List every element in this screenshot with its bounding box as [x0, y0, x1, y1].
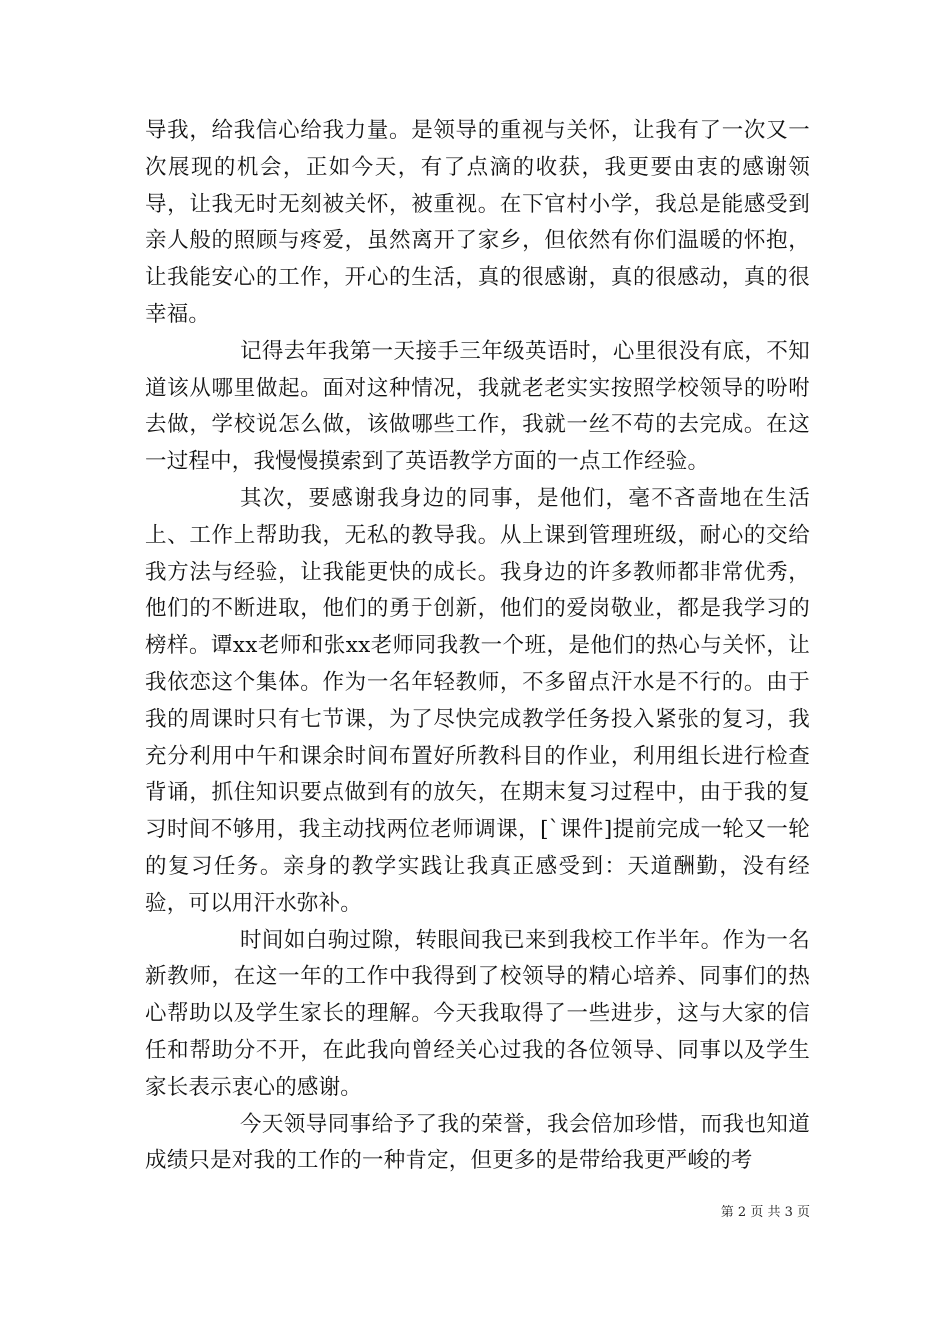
page-number-footer: 第 2 页 共 3 页 [720, 1205, 810, 1220]
paragraph-5: 今天领导同事给予了我的荣誉，我会倍加珍惜，而我也知道成绩只是对我的工作的一种肯定，但更多的是带给我更严峻的考 [145, 1111, 810, 1174]
paragraph-1: 导我，给我信心给我力量。是领导的重视与关怀，让我有了一次又一次展现的机会，正如今天，有了点滴的收获，我更要由衷的感谢领导，让我无时无刻被关怀，被重视。在下官村小学，我总是能感受到亲人般的照顾与疼爱，虽然离开了家乡，但依然有你们温暖的怀抱，让我能安心的工作，开心的生活，真的很感谢，真的很感动，真的很幸福。 [145, 118, 810, 327]
paragraph-4: 时间如白驹过隙，转眼间我已来到我校工作半年。作为一名新教师，在这一年的工作中我得到了校领导的精心培养、同事们的热心帮助以及学生家长的理解。今天我取得了一些进步，这与大家的信任和帮助分不开，在此我向曾经关心过我的各位领导、同事以及学生家长表示衷心的感谢。 [145, 927, 810, 1100]
document-body [145, 113, 810, 1180]
paragraph-3: 其次，要感谢我身边的同事，是他们，毫不吝啬地在生活上、工作上帮助我，无私的教导我。从上课到管理班级，耐心的交给我方法与经验，让我能更快的成长。我身边的许多教师都非常优秀，他们的不断进取，他们的勇于创新，他们的爱岗敬业，都是我学习的榜样。谭xx老师和张xx老师同我教一个班，是他们的热心与关怀，让我依恋这个集体。作为一名年轻教师，不多留点汗水是不行的。由于我的周课时只有七节课，为了尽快完成教学任务投入紧张的复习，我充分利用中午和课余时间布置好所教科目的作业，利用组长进行检查背诵，抓住知识要点做到有的放矢，在期末复习过程中，由于我的复习时间不够用，我主动找两位老师调课，[`课件]提前完成一轮又一轮的复习任务。亲身的教学实践让我真正感受到：天道酬勤，没有经验，可以用汗水弥补。 [145, 485, 810, 916]
paragraph-2: 记得去年我第一天接手三年级英语时，心里很没有底，不知道该从哪里做起。面对这种情况，我就老老实实按照学校领导的吩咐去做，学校说怎么做，该做哪些工作，我就一丝不苟的去完成。在这一过程中，我慢慢摸索到了英语教学方面的一点工作经验。 [145, 338, 810, 475]
